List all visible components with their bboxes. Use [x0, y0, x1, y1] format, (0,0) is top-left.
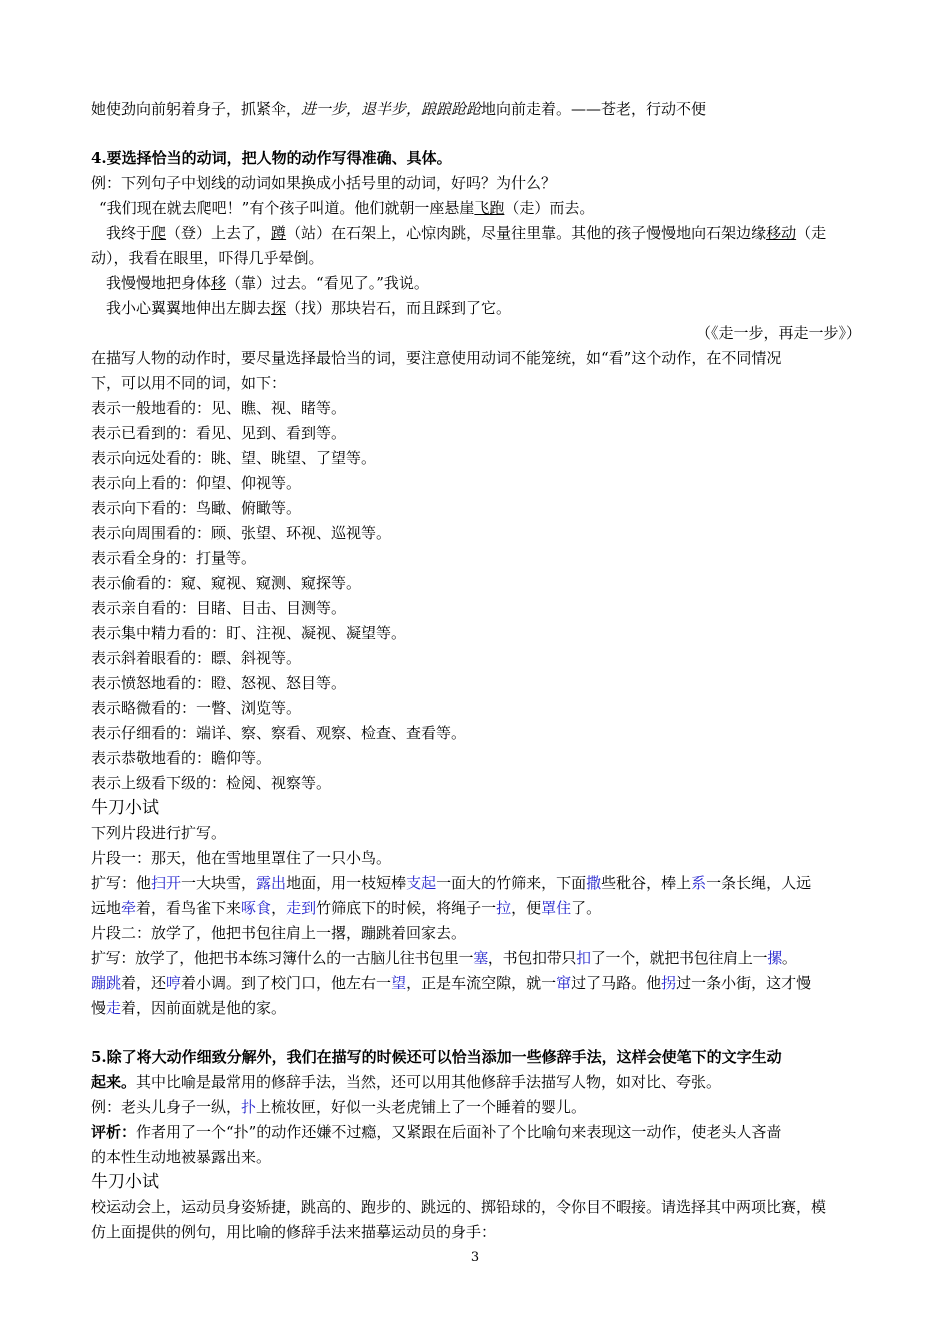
list-item: 表示亲自看的：目睹、目击、目测等。 — [91, 599, 347, 617]
text-span: ，书包扣带只 — [487, 949, 577, 967]
expansion-2-line-1 — [91, 947, 871, 969]
list-item: 表示恭敬地看的：瞻仰等。 — [91, 749, 272, 767]
example-paragraph-2 — [106, 222, 886, 244]
bold-span: 起来。 — [91, 1073, 137, 1091]
text-span: 她使劲向前躬着身子，抓紧伞， — [91, 100, 302, 118]
text-span: 远地 — [91, 899, 122, 917]
underlined-verb: 移动 — [766, 224, 797, 242]
section-5-heading-cont — [91, 1071, 871, 1093]
text-span: 竹筛底下的时候，将绳子一 — [316, 899, 497, 917]
underlined-verb: 飞跑 — [474, 199, 505, 217]
highlighted-verb: 窜 — [556, 974, 572, 992]
trial-heading: 牛刀小试 — [91, 798, 159, 818]
underlined-verb: 蹲 — [271, 224, 287, 242]
text-span: 了一个，就把书包往肩上一 — [590, 949, 768, 967]
trial-instruction: 下列片段进行扩写。 — [91, 824, 227, 842]
list-item: 表示一般地看的：见、瞧、视、睹等。 — [91, 399, 347, 417]
list-item: 表示向远处看的：眺、望、眺望、了望等。 — [91, 449, 377, 467]
text-span: 地向前走着。——苍老，行动不便 — [481, 100, 707, 118]
highlighted-verb: 走 — [106, 999, 122, 1017]
text-span: ， — [271, 899, 287, 917]
text-span: 一大块雪， — [181, 874, 257, 892]
text-span: 过一条小街，这才慢 — [676, 974, 812, 992]
section-5-comment-cont: 的本性生动地被暴露出来。 — [91, 1148, 272, 1166]
text-span: 着，还 — [121, 974, 167, 992]
list-item: 表示略微看的：一瞥、浏览等。 — [91, 699, 302, 717]
description-line-1: 在描写人物的动作时，要尽量选择最恰当的词，要注意使用动词不能笼统，如“看”这个动作，在不同情况 — [91, 349, 782, 367]
list-item: 表示仔细看的：端详、察、察看、观察、检查、查看等。 — [91, 724, 467, 742]
section-5-example — [91, 1096, 871, 1118]
text-span: （站）在石架上，心惊肉跳，尽量往里靠。其他的孩子慢慢地向石架边缘 — [286, 224, 767, 242]
text-span: 例：老头儿身子一纵， — [91, 1098, 242, 1116]
section-5-comment — [91, 1121, 871, 1143]
segment-1-label: 片段一：那天，他在雪地里罩住了一只小鸟。 — [91, 849, 392, 867]
text-span: 了。 — [571, 899, 602, 917]
list-item: 表示看全身的：打量等。 — [91, 549, 257, 567]
text-span: 着，因前面就是他的家。 — [121, 999, 287, 1017]
list-item: 表示向上看的：仰望、仰视等。 — [91, 474, 302, 492]
highlighted-verb: 塞 — [473, 949, 488, 967]
underlined-verb: 探 — [271, 299, 287, 317]
text-span: 。 — [781, 949, 797, 967]
text-span: 地面，用一枝短棒 — [286, 874, 407, 892]
text-span: “我们现在就去爬吧！”有个孩子叫道。他们就朝一座悬崖 — [99, 199, 475, 217]
text-span: （登）上去了， — [166, 224, 272, 242]
text-span: 过了马路。他 — [571, 974, 662, 992]
trial-text-line-1: 校运动会上，运动员身姿矫捷，跳高的、跑步的、跳远的、掷铅球的，令你目不暇接。请选择其中两项比赛，模 — [91, 1198, 827, 1216]
trial-text-line-2: 仿上面提供的例句，用比喻的修辞手法来描摹运动员的身手： — [91, 1223, 497, 1241]
expansion-1-line-2 — [91, 897, 871, 919]
example-paragraph-3 — [106, 272, 886, 294]
list-item: 表示已看到的：看见、见到、看到等。 — [91, 424, 347, 442]
highlighted-verb: 望 — [391, 974, 407, 992]
highlighted-verb: 扣 — [576, 949, 591, 967]
highlighted-verb: 支起 — [406, 874, 437, 892]
text-span: （靠）过去。“看见了。”我说。 — [226, 274, 429, 292]
page-number: 3 — [470, 1250, 480, 1265]
highlighted-verb: 拐 — [661, 974, 677, 992]
example-paragraph-4 — [106, 297, 886, 319]
expansion-1-line-1 — [91, 872, 871, 894]
highlighted-verb: 露出 — [256, 874, 287, 892]
highlighted-verb: 罩住 — [541, 899, 572, 917]
text-span: 一面大的竹筛来，下面 — [436, 874, 587, 892]
highlighted-verb: 走到 — [286, 899, 317, 917]
highlighted-verb: 啄食 — [241, 899, 272, 917]
list-item: 表示斜着眼看的：瞟、斜视等。 — [91, 649, 302, 667]
comment-label: 评析： — [91, 1123, 137, 1141]
text-span: 扩写：放学了，他把书本练习簿什么的一古脑儿往书包里一 — [91, 949, 474, 967]
text-span: ，便 — [511, 899, 542, 917]
text-span: 慢 — [91, 999, 107, 1017]
highlighted-verb: 牵 — [121, 899, 137, 917]
example-intro: 例：下列句子中划线的动词如果换成小括号里的动词，好吗？为什么？ — [91, 174, 557, 192]
highlighted-verb: 拉 — [496, 899, 512, 917]
source-citation: （《走一步，再走一步》） — [695, 324, 861, 342]
list-item: 表示向下看的：鸟瞰、俯瞰等。 — [91, 499, 302, 517]
highlighted-verb: 哼 — [166, 974, 182, 992]
text-span: 我慢慢地把身体 — [106, 274, 212, 292]
text-span: （走）而去。 — [504, 199, 595, 217]
underlined-verb: 爬 — [151, 224, 167, 242]
list-item: 表示向周围看的：顾、张望、环视、巡视等。 — [91, 524, 392, 542]
text-span: ，正是车流空隙，就一 — [406, 974, 557, 992]
example-paragraph-1 — [99, 197, 879, 219]
text-span: 其中比喻是最常用的修辞手法，当然，还可以用其他修辞手法描写人物，如对比、夸张。 — [136, 1073, 722, 1091]
highlighted-verb: 蹦跳 — [91, 974, 122, 992]
trial-heading: 牛刀小试 — [91, 1172, 159, 1192]
text-span: 作者用了一个“扑”的动作还嫌不过瘾，又紧跟在后面补了个比喻句来表现这一动作，使老头人吝啬 — [136, 1123, 782, 1141]
list-item: 表示愤怒地看的：瞪、怒视、怒目等。 — [91, 674, 347, 692]
text-span: （找）那块岩石，而且踩到了它。 — [286, 299, 512, 317]
text-span: 着小调。到了校门口，他左右一 — [181, 974, 392, 992]
italic-span: 进一步，退半步，踉踉跄跄 — [301, 100, 482, 118]
highlighted-verb: 摞 — [767, 949, 782, 967]
underlined-verb: 移 — [211, 274, 227, 292]
text-span: 一条长绳，人远 — [706, 874, 812, 892]
segment-2-label: 片段二：放学了，他把书包往肩上一撂，蹦跳着回家去。 — [91, 924, 467, 942]
section-5-heading: 5.除了将大动作细致分解外，我们在描写的时候还可以恰当添加一些修辞手法，这样会使笔下的文字生动 — [91, 1048, 782, 1066]
text-span: 扩写：他 — [91, 874, 152, 892]
list-item: 表示偷看的：窥、窥视、窥测、窥探等。 — [91, 574, 362, 592]
expansion-2-line-2 — [91, 972, 871, 994]
text-span: 上梳妆匣，好似一头老虎铺上了一个睡着的婴儿。 — [256, 1098, 587, 1116]
text-span: 我终于 — [106, 224, 152, 242]
example-paragraph-2-cont: 动），我看在眼里，吓得几乎晕倒。 — [91, 249, 324, 267]
highlighted-verb: 撒 — [586, 874, 602, 892]
expansion-2-line-3 — [91, 997, 871, 1019]
list-item: 表示上级看下级的：检阅、视察等。 — [91, 774, 332, 792]
highlighted-verb: 扫开 — [151, 874, 182, 892]
highlighted-verb: 系 — [691, 874, 707, 892]
list-item: 表示集中精力看的：盯、注视、凝视、凝望等。 — [91, 624, 407, 642]
highlighted-verb: 扑 — [241, 1098, 257, 1116]
top-line — [91, 98, 871, 120]
text-span: 些秕谷，棒上 — [601, 874, 692, 892]
section-4-heading: 4.要选择恰当的动词，把人物的动作写得准确、具体。 — [91, 149, 452, 167]
text-span: 我小心翼翼地伸出左脚去 — [106, 299, 272, 317]
text-span: （走 — [796, 224, 827, 242]
description-line-2: 下，可以用不同的词，如下： — [91, 374, 287, 392]
text-span: 着，看鸟雀下来 — [136, 899, 242, 917]
